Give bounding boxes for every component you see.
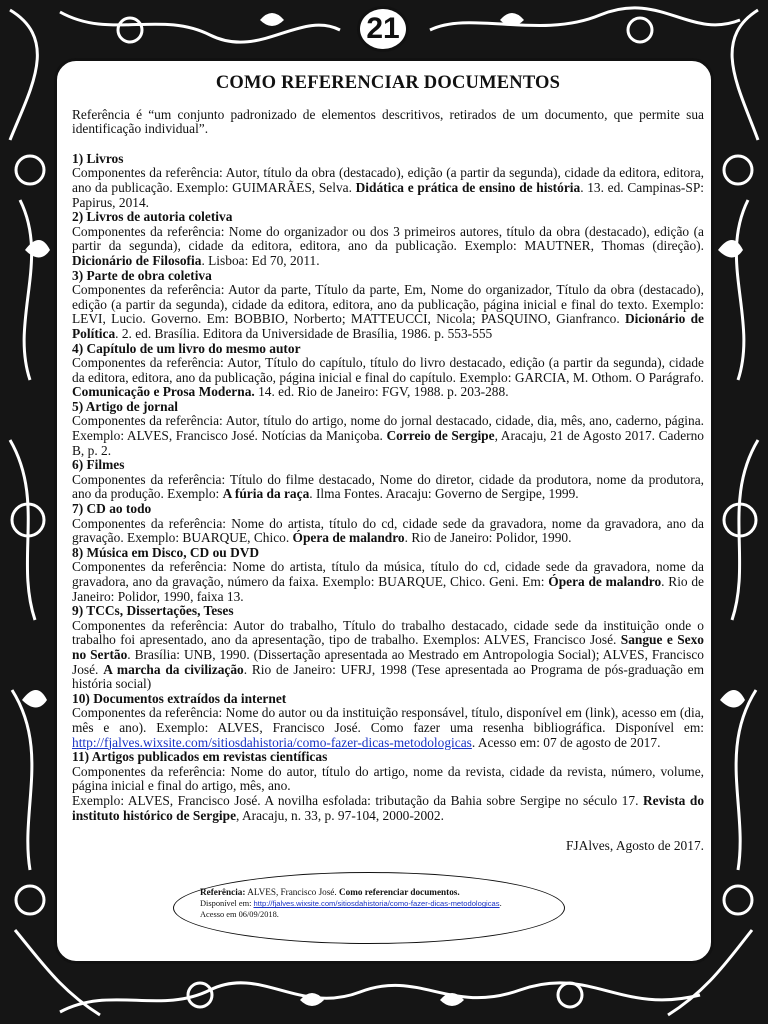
section-artigo-jornal xyxy=(72,400,704,458)
section-example: Exemplo: ALVES, Francisco José. A novilha esfolada: tributação da Bahia sobre Sergipe no século 17. Revista do instituto histórico de Sergipe, Aracaju, n. 33, p. 97-104, 2000-2002. xyxy=(72,792,705,823)
signature: FJAlves, Agosto de 2017. xyxy=(565,838,704,854)
section-heading: 2) Livros de autoria coletiva xyxy=(72,209,233,225)
section-heading: 11) Artigos publicados em revistas científicas xyxy=(72,749,328,765)
section-heading: 9) TCCs, Dissertações, Teses xyxy=(72,603,234,619)
reference-line: Referência: ALVES, Francisco José. Como referenciar documentos. xyxy=(200,887,460,897)
section-body: Componentes da referência: Autor, Título do capítulo, título do livro destacado, edição (a partir da segunda), cidade da editora, editora, ano da publicação, página inicial e final do capítulo. Exemplo: GARCIA, M. Othom. O Parágrafo. Comunicação e Prosa Moderna. 14. ed. Rio de Janeiro: FGV, 1988. p. 203-288. xyxy=(72,355,704,400)
reference-available-line: Disponível em: http://fjalves.wixsite.com/sitiosdahistoria/como-fazer-dicas-metodologicas. xyxy=(200,899,502,909)
section-heading: 4) Capítulo de um livro do mesmo autor xyxy=(72,340,301,356)
section-heading: 6) Filmes xyxy=(72,457,125,473)
section-body: Componentes da referência: Nome do artista, título do cd, cidade sede da gravadora, nome da gravadora, ano da gravação. Exemplo: BUARQUE, Chico. Ópera de malandro. Rio de Janeiro: Polidor, 1990. xyxy=(72,515,704,546)
page-number-badge: 21 xyxy=(357,6,409,52)
section-heading: 5) Artigo de jornal xyxy=(72,398,178,414)
section-capitulo-livro xyxy=(72,342,704,400)
section-heading: 10) Documentos extraídos da internet xyxy=(72,690,287,706)
section-heading: 1) Livros xyxy=(72,150,124,166)
intro-paragraph: Referência é “um conjunto padronizado de elementos descritivos, retirados de um documento, que permite sua identificação individual”. xyxy=(72,106,704,137)
section-teses xyxy=(72,604,704,692)
section-cd xyxy=(72,502,704,546)
section-body: Componentes da referência: Nome do organizador ou dos 3 primeiros autores, título da obra (destacado), edição (a partir da segunda), cidade da editora, editora, ano da publicação. Exemplo: MAUTNER, Thomas (direção). Dicionário de Filosofia. Lisboa: Ed 70, 2011. xyxy=(72,223,704,268)
section-musica xyxy=(72,546,704,604)
reference-link[interactable]: http://fjalves.wixsite.com/sitiosdahistoria/como-fazer-dicas-metodologicas xyxy=(253,899,500,909)
reference-access-date: Acesso em 06/09/2018. xyxy=(200,910,279,920)
section-body: Componentes da referência: Nome do artista, título da música, título do cd, cidade sede da gravadora, nome da gravadora, ano da gravação, número da faixa. Exemplo: BUARQUE, Chico. Geni. Em: Ópera de malandro. Rio de Janeiro: Polidor, 1990, faixa 13. xyxy=(72,559,704,604)
section-body: Componentes da referência: Autor, título do artigo, nome do jornal destacado, cidade, dia, mês, ano, caderno, página. Exemplo: ALVES, Francisco José. Notícias da Maniçoba. Correio de Sergipe, Aracaju, 21 de Agosto 2017. Caderno B, p. 2. xyxy=(72,413,704,458)
section-livros xyxy=(72,152,704,210)
section-body: Componentes da referência: Nome do autor ou da instituição responsável, título, disponível em (link), acesso em (dia, mês e ano). Exemplo: ALVES, Francisco José. Como fazer uma resenha bibliográfica. Disponível em: http://fjalves.wixsite.com/sitiosdahistoria/como-fazer-dicas-metodologicas. Acesso em: 07 de agosto de 2017. xyxy=(72,705,704,750)
section-body: Componentes da referência: Autor, título da obra (destacado), edição (a partir da segunda), cidade da editora, editora, ano da publicação. Exemplo: GUIMARÃES, Selva. Didática e prática de ensino de história. 13. ed. Campinas-SP: Papirus, 2014. xyxy=(72,165,704,210)
section-body: Componentes da referência: Autor do trabalho, Título do trabalho destacado, cidade sede da instituição onde o trabalho foi apresentado, ano da apresentação, tipo de trabalho. Exemplos: ALVES, Francisco José. Sangue e Sexo no Sertão. Brasília: UNB, 1990. (Dissertação apresentada ao Mestrado em Antropologia Social); ALVES, Francisco José. A marcha da civilização. Rio de Janeiro: UFRJ, 1998 (Tese apresentada ao Programa de pós-graduação em história social) xyxy=(72,617,704,692)
section-internet xyxy=(72,692,704,750)
section-revistas xyxy=(72,750,704,823)
section-body: Componentes da referência: Autor da parte, Título da parte, Em, Nome do organizador, Título da obra (destacado), edição (a partir da segunda), cidade da editora, editora, ano da publicação, página inicial e final do texto. Exemplo: LEVI, Lucio. Governo. Em: BOBBIO, Norberto; MATTEUCCI, Nicola; PASQUINO, Gianfranco. Dicionário de Política. 2. ed. Brasília. Editora da Universidade de Brasília, 1986. p. 553-555 xyxy=(72,282,704,341)
reference-citation-box xyxy=(173,872,565,944)
page-title: COMO REFERENCIAR DOCUMENTOS xyxy=(215,73,561,93)
section-heading: 8) Música em Disco, CD ou DVD xyxy=(72,544,260,560)
document-body xyxy=(72,70,704,854)
section-heading: 7) CD ao todo xyxy=(72,501,152,517)
section-heading: 3) Parte de obra coletiva xyxy=(72,267,212,283)
section-autoria-coletiva xyxy=(72,210,704,268)
section-body: Componentes da referência: Título do filme destacado, Nome do diretor, cidade da produtora, nome da produtora, ano da produção. Exemplo: A fúria da raça. Ilma Fontes. Aracaju: Governo de Sergipe, 1999. xyxy=(72,471,704,502)
sitiosdahistoria-link[interactable]: http://fjalves.wixsite.com/sitiosdahistoria/como-fazer-dicas-metodologicas xyxy=(72,734,472,750)
section-filmes xyxy=(72,458,704,502)
section-body: Componentes da referência: Nome do autor, título do artigo, nome da revista, cidade da revista, número, volume, página inicial e final do artigo, mês, ano. xyxy=(72,763,704,794)
section-parte-obra-coletiva xyxy=(72,269,704,342)
